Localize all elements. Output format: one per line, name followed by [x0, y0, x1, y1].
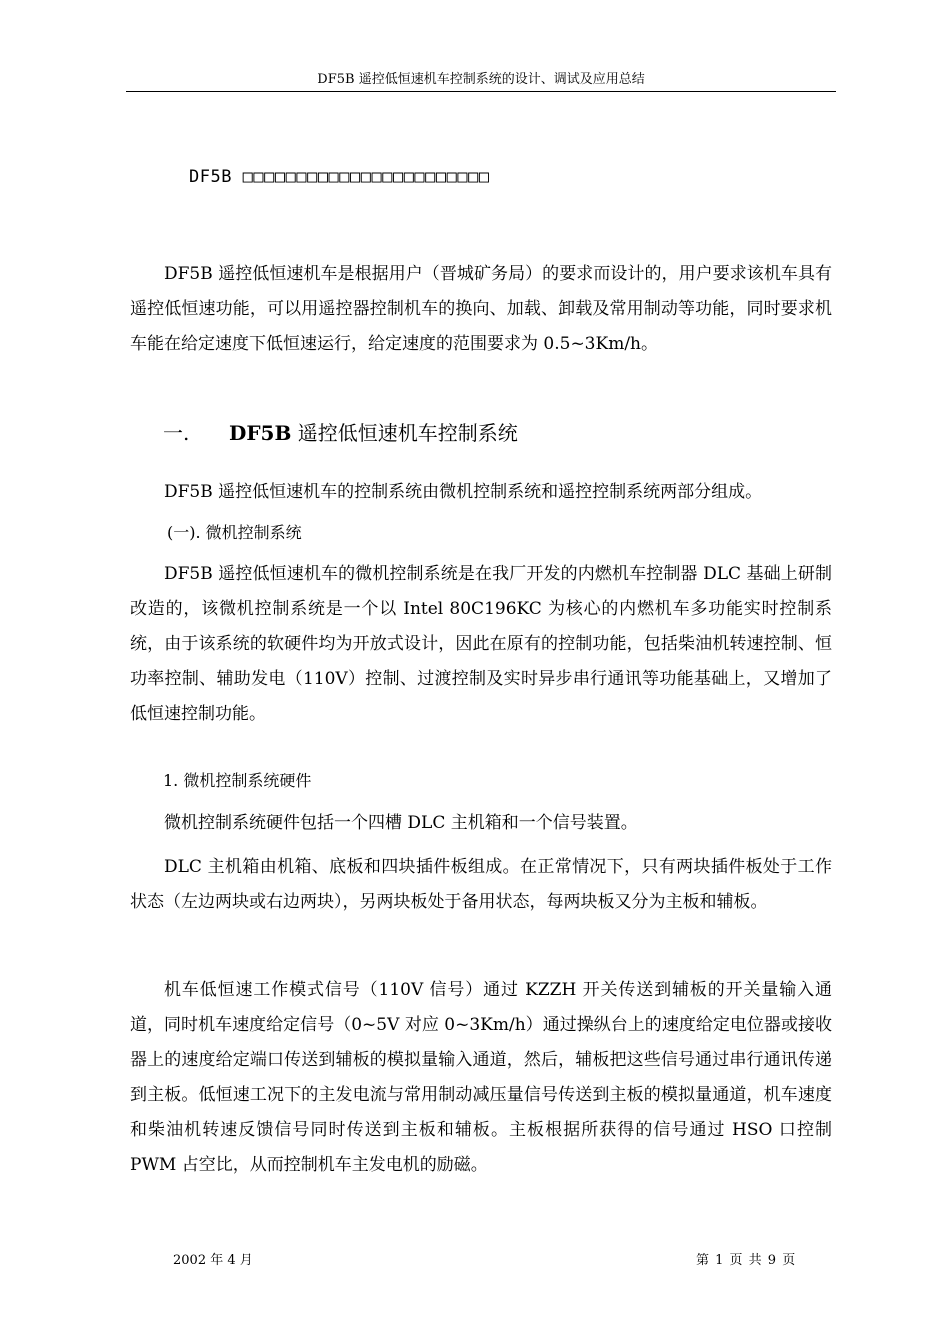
section-intro-paragraph: DF5B 遥控低恒速机车的控制系统由微机控制系统和遥控控制系统两部分组成。: [164, 482, 763, 502]
footer-date: 2002 年 4 月: [173, 1253, 253, 1268]
section-title-bold: DF5B: [229, 421, 292, 445]
document-title: DF5B □□□□□□□□□□□□□□□□□□□□□□□: [189, 167, 490, 187]
subsection-heading: (一). 微机控制系统: [167, 523, 302, 542]
item-heading: 1. 微机控制系统硬件: [163, 771, 312, 790]
hardware-paragraph-2: DLC 主机箱由机箱、底板和四块插件板组成。在正常情况下，只有两块插件板处于工作状态（左边两块或右边两块），另两块板处于备用状态，每两块板又分为主板和辅板。: [130, 857, 832, 912]
section-title-rest: 遥控低恒速机车控制系统: [291, 421, 518, 445]
running-header: DF5B 遥控低恒速机车控制系统的设计、调试及应用总结: [317, 72, 645, 87]
hardware-paragraph-3: 机车低恒速工作模式信号（110V 信号）通过 KZZH 开关传送到辅板的开关量输入通道，同时机车速度给定信号（0~5V 对应 0~3Km/h）通过操纵台上的速度给定电位器或接收器上的速度给定端口传送到辅板的模拟量输入通道，然后，辅板把这些信号通过串行通讯传递到主板。低恒速工况下的主发电流与常用制动减压量信号传送到主板的模拟量通道，机车速度和柴油机转速反馈信号同时传送到主板和辅板。主板根据所获得的信号通过 HSO 口控制 PWM 占空比，从而控制机车主发电机的励磁。: [130, 980, 832, 1175]
footer-page-number: 第 1 页 共 9 页: [696, 1253, 797, 1268]
header-rule: [126, 91, 836, 92]
section-heading-1: [163, 419, 518, 447]
hardware-paragraph-1: 微机控制系统硬件包括一个四槽 DLC 主机箱和一个信号装置。: [164, 813, 638, 833]
section-number: 一.: [163, 421, 190, 445]
microcomputer-paragraph: DF5B 遥控低恒速机车的微机控制系统是在我厂开发的内燃机车控制器 DLC 基础上研制改造的，该微机控制系统是一个以 Intel 80C196KC 为核心的内燃机车多功能实时控制系统，由于该系统的软硬件均为开放式设计，因此在原有的控制功能，包括柴油机转速控制、恒功率控制、辅助发电（110V）控制、过渡控制及实时异步串行通讯等功能基础上，又增加了低恒速控制功能。: [130, 564, 832, 724]
intro-paragraph: DF5B 遥控低恒速机车是根据用户（晋城矿务局）的要求而设计的，用户要求该机车具有遥控低恒速功能，可以用遥控器控制机车的换向、加载、卸载及常用制动等功能，同时要求机车能在给定速度下低恒速运行，给定速度的范围要求为 0.5~3Km/h。: [130, 264, 832, 354]
